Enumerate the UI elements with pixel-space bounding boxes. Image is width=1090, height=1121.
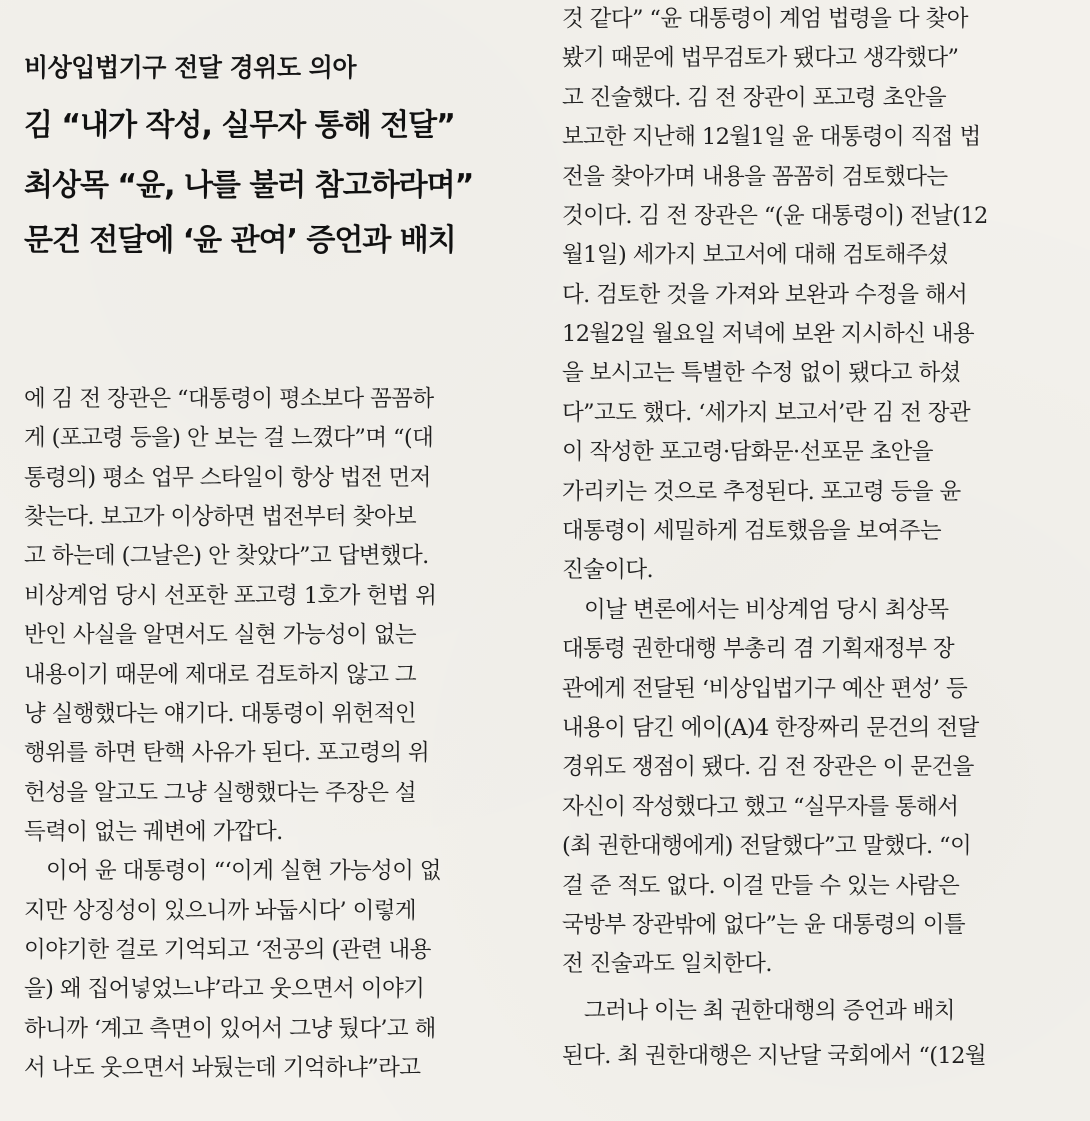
article-kicker: 비상입법기구 전달 경위도 의아 — [24, 53, 357, 82]
body-line: 관에게 전달된 ‘비상입법기구 예산 편성’ 등 — [562, 676, 968, 702]
body-line: 이날 변론에서는 비상계엄 당시 최상목 — [584, 597, 949, 623]
body-line: 을) 왜 집어넣었느냐’라고 웃으면서 이야기 — [24, 976, 425, 1002]
body-line: 서 나도 웃으면서 놔뒀는데 기억하냐”라고 — [24, 1055, 421, 1081]
body-line: 고 하는데 (그날은) 안 찾았다”고 답변했다. — [24, 543, 429, 569]
body-line: 진술이다. — [562, 557, 654, 583]
body-line: 대통령 권한대행 부총리 겸 기획재정부 장 — [562, 636, 955, 662]
body-line: 자신이 작성했다고 했고 “실무자를 통해서 — [562, 794, 959, 820]
body-line: 헌성을 알고도 그냥 실행했다는 주장은 설 — [24, 780, 417, 806]
body-line: 다”고도 했다. ‘세가지 보고서’란 김 전 장관 — [562, 400, 971, 426]
body-line: 가리키는 것으로 추정된다. 포고령 등을 윤 — [562, 479, 961, 505]
body-line: 다. 검토한 것을 가져와 보완과 수정을 해서 — [562, 282, 968, 308]
body-line: 된다. 최 권한대행은 지난달 국회에서 “(12월 — [562, 1043, 986, 1069]
body-line: 봤기 때문에 법무검토가 됐다고 생각했다” — [562, 45, 959, 71]
body-line: 이 작성한 포고령·담화문·선포문 초안을 — [562, 439, 933, 465]
body-line: 통령의) 평소 업무 스타일이 항상 법전 먼저 — [24, 465, 431, 491]
headline-line-2: 최상목 “윤, 나를 불러 참고하라며” — [24, 168, 474, 203]
body-line: 하니까 ‘계고 측면이 있어서 그냥 뒀다’고 해 — [24, 1016, 436, 1042]
body-line: 내용이 담긴 에이(A)4 한장짜리 문건의 전달 — [562, 715, 979, 741]
body-line: 것 같다” “윤 대통령이 계엄 법령을 다 찾아 — [562, 6, 968, 32]
body-line: 국방부 장관밖에 없다”는 윤 대통령의 이틀 — [562, 912, 965, 938]
body-line: 경위도 쟁점이 됐다. 김 전 장관은 이 문건을 — [562, 754, 974, 780]
body-line: 전을 찾아가며 내용을 꼼꼼히 검토했다는 — [562, 164, 948, 190]
body-line: 내용이기 때문에 제대로 검토하지 않고 그 — [24, 662, 417, 688]
body-line: 을 보시고는 특별한 수정 없이 됐다고 하셨 — [562, 360, 961, 386]
body-line: 행위를 하면 탄핵 사유가 된다. 포고령의 위 — [24, 740, 430, 766]
body-line: 월1일) 세가지 보고서에 대해 검토해주셨 — [562, 242, 949, 268]
body-line: 찾는다. 보고가 이상하면 법전부터 찾아보 — [24, 504, 417, 530]
body-line: 게 (포고령 등을) 안 보는 걸 느꼈다”며 “(대 — [24, 425, 434, 451]
body-line: (최 권한대행에게) 전달했다”고 말했다. “이 — [562, 833, 972, 859]
headline-line-3: 문건 전달에 ‘윤 관여’ 증언과 배치 — [24, 223, 456, 258]
body-line: 대통령이 세밀하게 검토했음을 보여주는 — [562, 518, 941, 544]
body-line: 고 진술했다. 김 전 장관이 포고령 초안을 — [562, 85, 947, 111]
body-line: 걸 준 적도 없다. 이걸 만들 수 있는 사람은 — [562, 873, 960, 899]
body-line: 이야기한 걸로 기억되고 ‘전공의 (관련 내용 — [24, 937, 431, 963]
body-line: 에 김 전 장관은 “대통령이 평소보다 꼼꼼하 — [24, 386, 434, 412]
body-line: 반인 사실을 알면서도 실현 가능성이 없는 — [24, 622, 417, 648]
body-line: 비상계엄 당시 선포한 포고령 1호가 헌법 위 — [24, 583, 437, 609]
body-line: 전 진술과도 일치한다. — [562, 951, 772, 977]
body-line: 12월2일 월요일 저녁에 보완 지시하신 내용 — [562, 321, 975, 347]
body-line: 지만 상징성이 있으니까 놔둡시다’ 이렇게 — [24, 898, 417, 924]
body-line: 그러나 이는 최 권한대행의 증언과 배치 — [584, 998, 955, 1024]
body-line: 이어 윤 대통령이 “‘이게 실현 가능성이 없 — [46, 858, 441, 884]
body-line: 냥 실행했다는 얘기다. 대통령이 위헌적인 — [24, 701, 417, 727]
headline-line-1: 김 “내가 작성, 실무자 통해 전달” — [24, 108, 455, 143]
body-line: 득력이 없는 궤변에 가깝다. — [24, 819, 283, 845]
body-line: 보고한 지난해 12월1일 윤 대통령이 직접 법 — [562, 124, 981, 150]
body-line: 것이다. 김 전 장관은 “(윤 대통령이) 전날(12 — [562, 203, 988, 229]
